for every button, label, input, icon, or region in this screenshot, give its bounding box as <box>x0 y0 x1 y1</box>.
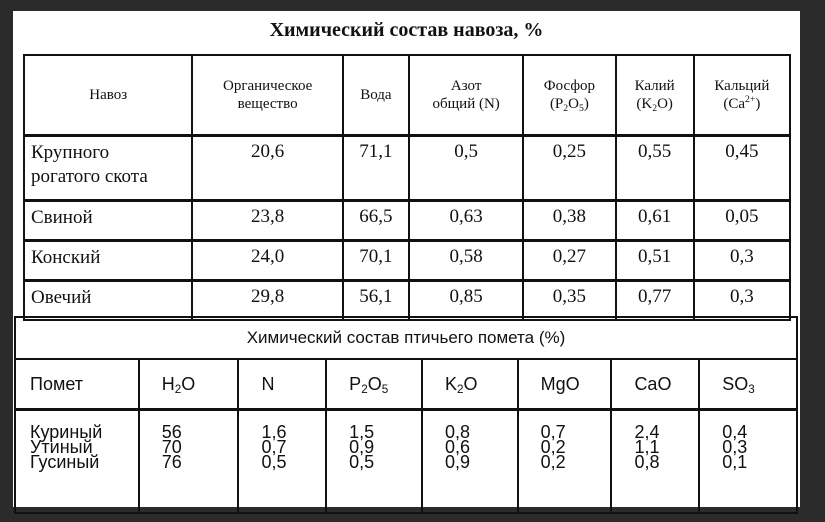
cao-values: 2,4 1,1 0,8 <box>611 410 699 514</box>
cell-phosphorus: 0,25 <box>523 136 615 201</box>
p2o5-values: 1,5 0,9 0,5 <box>326 410 422 514</box>
poultry-table-title: Химический состав птичьего помета (%) <box>15 317 797 359</box>
cell-water: 70,1 <box>343 241 409 281</box>
cell-calcium: 0,3 <box>694 281 790 321</box>
cell-potassium: 0,61 <box>616 201 694 241</box>
cell-water: 56,1 <box>343 281 409 321</box>
header-organic: Органическое вещество <box>192 55 342 136</box>
cell-nitrogen: 0,58 <box>409 241 523 281</box>
header-n: N <box>238 359 326 410</box>
cell-phosphorus: 0,38 <box>523 201 615 241</box>
header-litter: Помет <box>15 359 139 410</box>
table-row <box>24 201 790 241</box>
table-row <box>24 136 790 201</box>
header-manure: Навоз <box>24 55 192 136</box>
cell-organic: 29,8 <box>192 281 342 321</box>
manure-composition-table <box>23 54 791 321</box>
cell-potassium: 0,55 <box>616 136 694 201</box>
cell-phosphorus: 0,27 <box>523 241 615 281</box>
header-so3: $SO_3$ <box>699 359 797 410</box>
so3-values: 0,4 0,3 0,1 <box>699 410 797 514</box>
cell-phosphorus: 0,35 <box>523 281 615 321</box>
header-water: Вода <box>343 55 409 136</box>
table-header-row <box>24 55 790 136</box>
header-mgo: MgO <box>518 359 612 410</box>
header-h2o: $H_2O$ <box>139 359 239 410</box>
cell-organic: 20,6 <box>192 136 342 201</box>
table-body-row <box>15 410 797 514</box>
manure-table-title: Химический состав навоза, % <box>269 19 544 41</box>
cell-nitrogen: 0,85 <box>409 281 523 321</box>
row-name: Овечий <box>24 281 192 321</box>
cell-water: 71,1 <box>343 136 409 201</box>
cell-potassium: 0,51 <box>616 241 694 281</box>
n-values: 1,6 0,7 0,5 <box>238 410 326 514</box>
table-caption-row <box>15 317 797 359</box>
cell-organic: 23,8 <box>192 201 342 241</box>
header-calcium: Кальций $(Ca^{2+})$ <box>694 55 790 136</box>
row-name: Свиной <box>24 201 192 241</box>
table-row <box>24 241 790 281</box>
header-nitrogen: Азот общий (N) <box>409 55 523 136</box>
header-cao: CaO <box>611 359 699 410</box>
cell-organic: 24,0 <box>192 241 342 281</box>
cell-nitrogen: 0,63 <box>409 201 523 241</box>
header-p2o5: $P_2O_5$ <box>326 359 422 410</box>
header-k2o: $K_2O$ <box>422 359 518 410</box>
cell-nitrogen: 0,5 <box>409 136 523 201</box>
cell-calcium: 0,05 <box>694 201 790 241</box>
header-potassium: Калий $(K_2O)$ <box>616 55 694 136</box>
poultry-litter-table <box>14 316 798 514</box>
table-header-row <box>15 359 797 410</box>
row-name: Конский <box>24 241 192 281</box>
cell-potassium: 0,77 <box>616 281 694 321</box>
table-row <box>24 281 790 321</box>
cell-calcium: 0,3 <box>694 241 790 281</box>
cell-calcium: 0,45 <box>694 136 790 201</box>
k2o-values: 0,8 0,6 0,9 <box>422 410 518 514</box>
header-phosphorus: Фосфор $(P_2O_5)$ <box>523 55 615 136</box>
h2o-values: 56 70 76 <box>139 410 239 514</box>
mgo-values: 0,7 0,2 0,2 <box>518 410 612 514</box>
document-sheet <box>13 11 800 507</box>
litter-names: Куриный Утиный Гусиный <box>30 422 103 472</box>
row-name: Крупного рогатого скота <box>24 136 192 201</box>
cell-water: 66,5 <box>343 201 409 241</box>
